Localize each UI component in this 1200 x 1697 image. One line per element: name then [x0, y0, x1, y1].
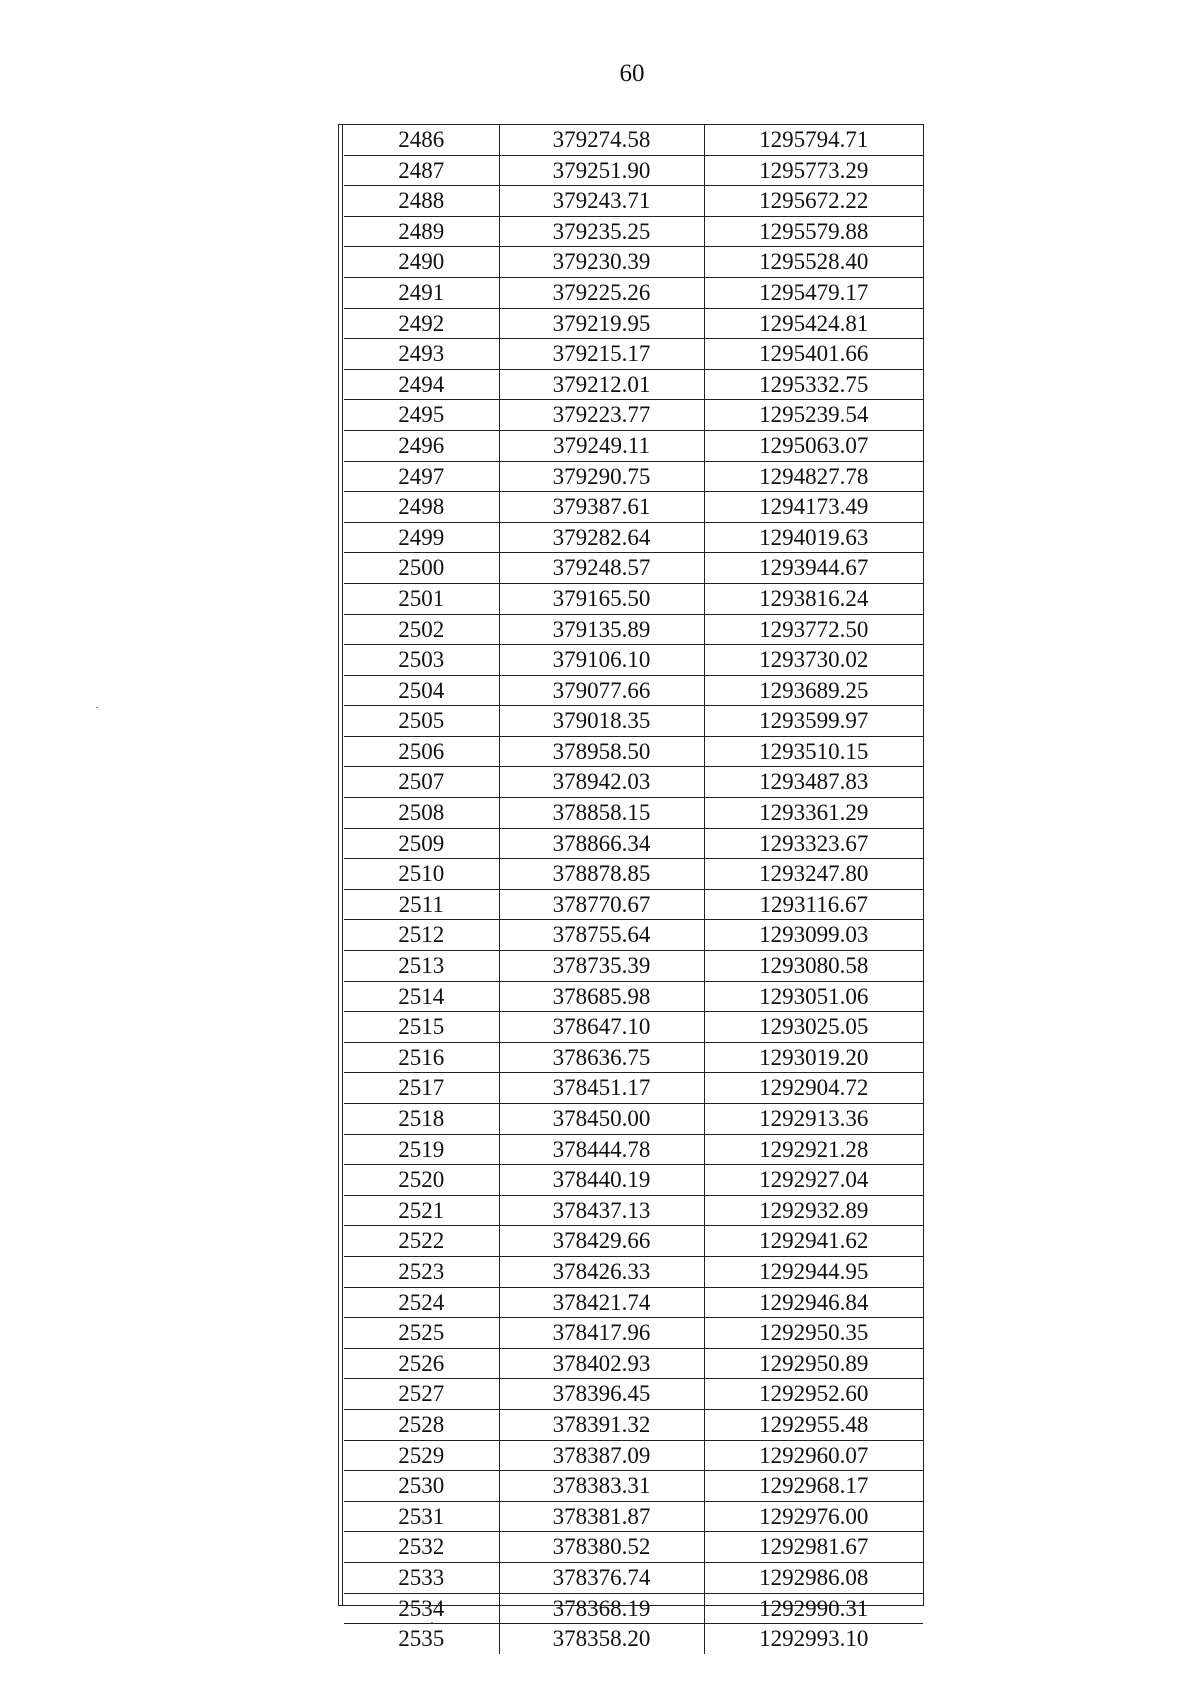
- point-number-cell: 2517: [344, 1073, 499, 1104]
- table-row: [344, 216, 923, 247]
- x-coordinate-cell: 378383.31: [499, 1471, 704, 1502]
- y-coordinate-cell: 1292941.62: [704, 1226, 923, 1257]
- x-coordinate-cell: 379212.01: [499, 369, 704, 400]
- table-row: [344, 1532, 923, 1563]
- table-row: [344, 767, 923, 798]
- y-coordinate-cell: 1294019.63: [704, 522, 923, 553]
- point-number-cell: 2490: [344, 247, 499, 278]
- y-coordinate-cell: 1295479.17: [704, 277, 923, 308]
- y-coordinate-cell: 1292950.89: [704, 1348, 923, 1379]
- x-coordinate-cell: 379290.75: [499, 461, 704, 492]
- table-row: [344, 277, 923, 308]
- y-coordinate-cell: 1293361.29: [704, 798, 923, 829]
- x-coordinate-cell: 379165.50: [499, 583, 704, 614]
- point-number-cell: 2527: [344, 1379, 499, 1410]
- x-coordinate-cell: 378396.45: [499, 1379, 704, 1410]
- x-coordinate-cell: 379282.64: [499, 522, 704, 553]
- table-row: [344, 1256, 923, 1287]
- x-coordinate-cell: 378426.33: [499, 1256, 704, 1287]
- point-number-cell: 2507: [344, 767, 499, 798]
- point-number-cell: 2493: [344, 339, 499, 370]
- x-coordinate-cell: 378402.93: [499, 1348, 704, 1379]
- x-coordinate-cell: 379077.66: [499, 675, 704, 706]
- x-coordinate-cell: 379018.35: [499, 706, 704, 737]
- x-coordinate-cell: 379215.17: [499, 339, 704, 370]
- y-coordinate-cell: 1293080.58: [704, 951, 923, 982]
- y-coordinate-cell: 1294827.78: [704, 461, 923, 492]
- point-number-cell: 2519: [344, 1134, 499, 1165]
- table-row: [344, 125, 923, 155]
- y-coordinate-cell: 1295424.81: [704, 308, 923, 339]
- x-coordinate-cell: 379235.25: [499, 216, 704, 247]
- y-coordinate-cell: 1295672.22: [704, 186, 923, 217]
- point-number-cell: 2514: [344, 981, 499, 1012]
- y-coordinate-cell: 1293772.50: [704, 614, 923, 645]
- point-number-cell: 2529: [344, 1440, 499, 1471]
- x-coordinate-cell: 378376.74: [499, 1562, 704, 1593]
- point-number-cell: 2497: [344, 461, 499, 492]
- x-coordinate-cell: 378444.78: [499, 1134, 704, 1165]
- y-coordinate-cell: 1293689.25: [704, 675, 923, 706]
- table-row: [344, 583, 923, 614]
- y-coordinate-cell: 1292904.72: [704, 1073, 923, 1104]
- x-coordinate-cell: 378770.67: [499, 889, 704, 920]
- x-coordinate-cell: 378685.98: [499, 981, 704, 1012]
- point-number-cell: 2532: [344, 1532, 499, 1563]
- point-number-cell: 2501: [344, 583, 499, 614]
- point-number-cell: 2528: [344, 1409, 499, 1440]
- table-row: [344, 1073, 923, 1104]
- point-number-cell: 2523: [344, 1256, 499, 1287]
- table-row: [344, 1379, 923, 1410]
- table-row: [344, 247, 923, 278]
- y-coordinate-cell: 1294173.49: [704, 492, 923, 523]
- y-coordinate-cell: 1295579.88: [704, 216, 923, 247]
- table-row: [344, 614, 923, 645]
- y-coordinate-cell: 1292993.10: [759, 1626, 869, 1652]
- point-number-cell: 2530: [344, 1471, 499, 1502]
- y-coordinate-cell: 1295773.29: [704, 155, 923, 186]
- point-number-cell: 2531: [344, 1501, 499, 1532]
- x-coordinate-cell: 379106.10: [499, 645, 704, 676]
- table-row: [344, 339, 923, 370]
- y-coordinate-cell: 1293051.06: [704, 981, 923, 1012]
- x-coordinate-cell: 378450.00: [499, 1104, 704, 1135]
- x-coordinate-cell: 378942.03: [499, 767, 704, 798]
- y-coordinate-cell: 1292932.89: [704, 1195, 923, 1226]
- point-number-cell: 2498: [344, 492, 499, 523]
- point-number-cell: 2533: [344, 1562, 499, 1593]
- table-row: [344, 1624, 923, 1654]
- y-coordinate-cell: 1293487.83: [704, 767, 923, 798]
- table-row: [344, 369, 923, 400]
- coordinates-table: [344, 125, 923, 1654]
- x-coordinate-cell: 378735.39: [499, 951, 704, 982]
- table-row: [344, 1195, 923, 1226]
- x-coordinate-cell: 379249.11: [499, 430, 704, 461]
- point-number-cell: 2525: [344, 1318, 499, 1349]
- table-row: [344, 1042, 923, 1073]
- y-coordinate-cell: 1295063.07: [704, 430, 923, 461]
- table-row: [344, 1348, 923, 1379]
- y-coordinate-cell: 1292950.35: [704, 1318, 923, 1349]
- table-row: [344, 1501, 923, 1532]
- point-number-cell: 2535: [344, 1624, 499, 1654]
- x-coordinate-cell: 378636.75: [499, 1042, 704, 1073]
- table-row: [344, 675, 923, 706]
- table-row: [344, 522, 923, 553]
- table-row: [344, 736, 923, 767]
- x-coordinate-cell: 379135.89: [499, 614, 704, 645]
- table-row: [344, 430, 923, 461]
- x-coordinate-cell: 378437.13: [499, 1195, 704, 1226]
- x-coordinate-cell: 378380.52: [499, 1532, 704, 1563]
- table-row: [344, 798, 923, 829]
- point-number-cell: 2516: [344, 1042, 499, 1073]
- y-coordinate-cell: 1293025.05: [704, 1012, 923, 1043]
- table-row: [344, 186, 923, 217]
- table-row: [344, 859, 923, 890]
- x-coordinate-cell: 378391.32: [499, 1409, 704, 1440]
- point-number-cell: 2496: [344, 430, 499, 461]
- x-coordinate-cell: 378421.74: [499, 1287, 704, 1318]
- point-number-cell: 2494: [344, 369, 499, 400]
- point-number-cell: 2492: [344, 308, 499, 339]
- y-coordinate-cell: 1293730.02: [704, 645, 923, 676]
- coordinates-table-body: [344, 125, 923, 1654]
- y-coordinate-cell: 1292913.36: [704, 1104, 923, 1135]
- x-coordinate-cell: 378387.09: [499, 1440, 704, 1471]
- point-number-cell: 2491: [344, 277, 499, 308]
- x-coordinate-cell: 378755.64: [499, 920, 704, 951]
- y-coordinate-cell: 1295401.66: [704, 339, 923, 370]
- y-coordinate-cell: 1293510.15: [704, 736, 923, 767]
- point-number-cell: 2488: [344, 186, 499, 217]
- x-coordinate-cell: 379223.77: [499, 400, 704, 431]
- scan-speck: [431, 1622, 433, 1623]
- point-number-cell: 2513: [344, 951, 499, 982]
- y-coordinate-cell: 1293019.20: [704, 1042, 923, 1073]
- point-number-cell: 2526: [344, 1348, 499, 1379]
- x-coordinate-cell: 379248.57: [499, 553, 704, 584]
- table-row: [344, 951, 923, 982]
- x-coordinate-cell: 378451.17: [499, 1073, 704, 1104]
- y-coordinate-cell: 1295332.75: [704, 369, 923, 400]
- y-coordinate-cell: 1292921.28: [704, 1134, 923, 1165]
- y-coordinate-cell: 1293944.67: [704, 553, 923, 584]
- point-number-cell: 2505: [344, 706, 499, 737]
- point-number-cell: 2489: [344, 216, 499, 247]
- y-coordinate-cell: 1292976.00: [704, 1501, 923, 1532]
- point-number-cell: 2487: [344, 155, 499, 186]
- table-row: [344, 1165, 923, 1196]
- table-row: [344, 1409, 923, 1440]
- x-coordinate-cell: 378858.15: [499, 798, 704, 829]
- point-number-cell: 2495: [344, 400, 499, 431]
- point-number-cell: 2511: [344, 889, 499, 920]
- x-coordinate-cell: 379243.71: [499, 186, 704, 217]
- y-coordinate-cell: 1293816.24: [704, 583, 923, 614]
- table-row: [344, 1012, 923, 1043]
- point-number-cell: 2522: [344, 1226, 499, 1257]
- y-coordinate-cell: 1293247.80: [704, 859, 923, 890]
- table-row: [344, 492, 923, 523]
- x-coordinate-cell: 378866.34: [499, 828, 704, 859]
- table-row: [344, 1593, 923, 1624]
- point-number-cell: 2502: [344, 614, 499, 645]
- y-coordinate-cell: 1292927.04: [704, 1165, 923, 1196]
- table-row: [344, 706, 923, 737]
- table-row: [344, 1318, 923, 1349]
- table-row: [344, 553, 923, 584]
- x-coordinate-cell: 378381.87: [499, 1501, 704, 1532]
- table-row: [344, 308, 923, 339]
- x-coordinate-cell: 378368.19: [499, 1593, 704, 1624]
- x-coordinate-cell: 378647.10: [499, 1012, 704, 1043]
- point-number-cell: 2534: [344, 1593, 499, 1624]
- table-row: [344, 645, 923, 676]
- point-number-cell: 2512: [344, 920, 499, 951]
- y-coordinate-cell: 1292968.17: [704, 1471, 923, 1502]
- table-row: [344, 1226, 923, 1257]
- x-coordinate-cell: 379225.26: [499, 277, 704, 308]
- table-row: [344, 1104, 923, 1135]
- table-row: [344, 981, 923, 1012]
- y-coordinate-cell: 1295239.54: [704, 400, 923, 431]
- table-row: [344, 1471, 923, 1502]
- point-number-cell: 2509: [344, 828, 499, 859]
- x-coordinate-cell: 379230.39: [499, 247, 704, 278]
- table-row: [344, 400, 923, 431]
- y-coordinate-cell: 1293116.67: [704, 889, 923, 920]
- y-coordinate-cell: 1295794.71: [704, 125, 923, 155]
- table-row: [344, 828, 923, 859]
- table-row: [344, 889, 923, 920]
- y-coordinate-cell: 1292955.48: [704, 1409, 923, 1440]
- point-number-cell: 2520: [344, 1165, 499, 1196]
- y-coordinate-cell: 1292944.95: [704, 1256, 923, 1287]
- y-coordinate-cell: 1292952.60: [704, 1379, 923, 1410]
- x-coordinate-cell: 378440.19: [499, 1165, 704, 1196]
- x-coordinate-cell: 378429.66: [499, 1226, 704, 1257]
- point-number-cell: 2521: [344, 1195, 499, 1226]
- point-number-cell: 2504: [344, 675, 499, 706]
- point-number-cell: 2524: [344, 1287, 499, 1318]
- x-coordinate-cell: 378358.20: [499, 1624, 704, 1654]
- y-coordinate-cell: 1292981.67: [704, 1532, 923, 1563]
- table-row: [344, 1287, 923, 1318]
- point-number-cell: 2508: [344, 798, 499, 829]
- x-coordinate-cell: 378417.96: [499, 1318, 704, 1349]
- y-coordinate-cell: 1293099.03: [704, 920, 923, 951]
- table-row: [344, 1562, 923, 1593]
- y-coordinate-cell: 1292960.07: [704, 1440, 923, 1471]
- coordinates-table-frame: [338, 124, 924, 1652]
- page-number: 60: [619, 60, 645, 87]
- point-number-cell: 2506: [344, 736, 499, 767]
- y-coordinate-cell: 1293599.97: [704, 706, 923, 737]
- y-coordinate-cell: 1292990.31: [704, 1593, 923, 1624]
- table-row: [344, 1134, 923, 1165]
- scan-speck: [96, 707, 98, 708]
- x-coordinate-cell: 379251.90: [499, 155, 704, 186]
- point-number-cell: 2518: [344, 1104, 499, 1135]
- x-coordinate-cell: 379387.61: [499, 492, 704, 523]
- point-number-cell: 2515: [344, 1012, 499, 1043]
- point-number-cell: 2510: [344, 859, 499, 890]
- y-coordinate-cell: 1293323.67: [704, 828, 923, 859]
- y-coordinate-cell: 1295528.40: [704, 247, 923, 278]
- point-number-cell: 2500: [344, 553, 499, 584]
- y-coordinate-cell: 1292946.84: [704, 1287, 923, 1318]
- x-coordinate-cell: 379219.95: [499, 308, 704, 339]
- point-number-cell: 2503: [344, 645, 499, 676]
- y-coordinate-cell: 1292986.08: [704, 1562, 923, 1593]
- table-row: [344, 1440, 923, 1471]
- x-coordinate-cell: 379274.58: [499, 125, 704, 155]
- table-row: [344, 155, 923, 186]
- point-number-cell: 2499: [344, 522, 499, 553]
- table-row: [344, 461, 923, 492]
- point-number-cell: 2486: [344, 125, 499, 155]
- x-coordinate-cell: 378878.85: [499, 859, 704, 890]
- table-row: [344, 920, 923, 951]
- x-coordinate-cell: 378958.50: [499, 736, 704, 767]
